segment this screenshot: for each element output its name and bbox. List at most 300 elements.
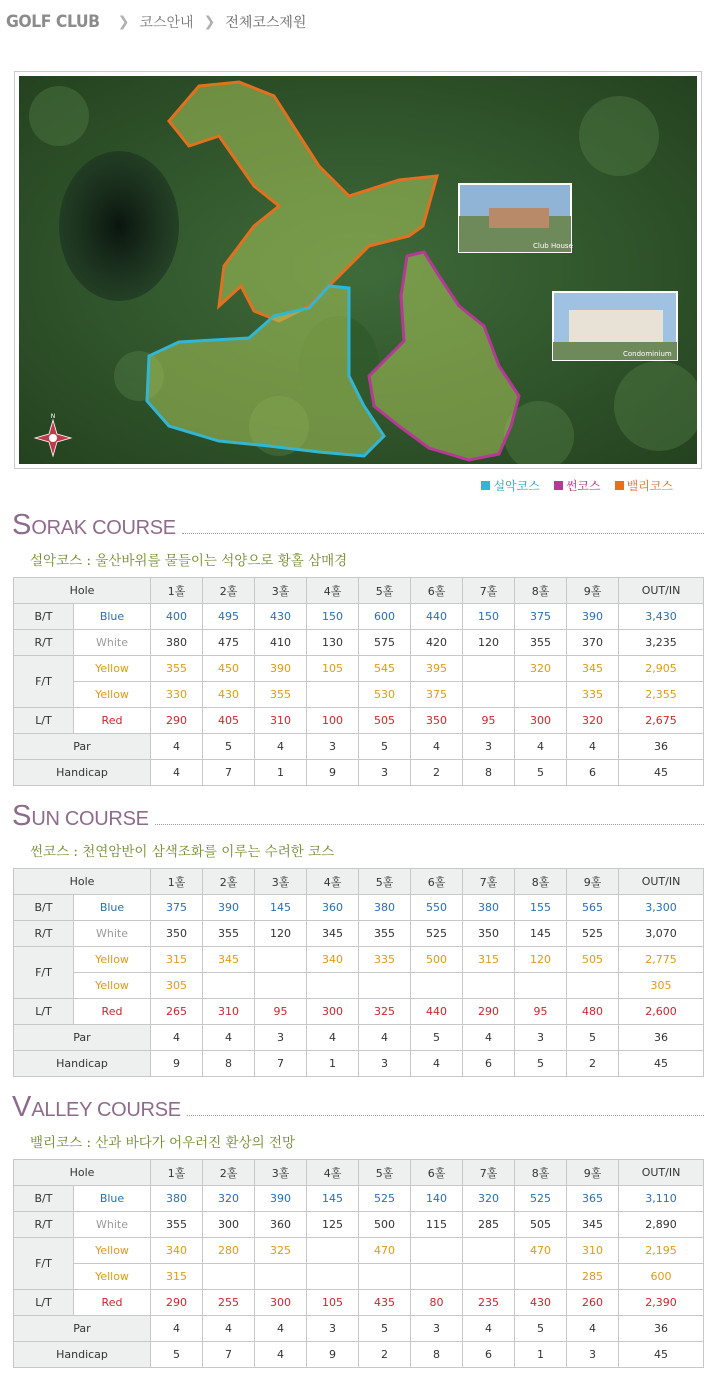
table-row — [14, 1186, 704, 1212]
table-row — [14, 708, 704, 734]
brand-logo[interactable]: GOLF CLUB — [6, 12, 100, 32]
tee-type-cell: R/T — [14, 921, 74, 947]
breadcrumb-current: 전체코스제원 — [225, 15, 307, 31]
table-cell: 500 — [359, 1212, 411, 1238]
table-cell — [411, 1238, 463, 1264]
header-cell: OUT/IN — [619, 578, 704, 604]
table-cell: 355 — [515, 630, 567, 656]
table-cell: 155 — [515, 895, 567, 921]
table-cell: 400 — [151, 604, 203, 630]
table-cell: 1 — [515, 1342, 567, 1368]
table-cell — [359, 1264, 411, 1290]
tee-type-cell: B/T — [14, 895, 74, 921]
header-cell: 7홀 — [463, 869, 515, 895]
course-subtitle: 설악코스 : 울산바위를 물들이는 석양으로 황홀 삼매경 — [30, 553, 348, 569]
table-cell: 430 — [255, 604, 307, 630]
row-label-cell: Handicap — [14, 1051, 151, 1077]
table-cell — [255, 947, 307, 973]
table-cell: 7 — [255, 1051, 307, 1077]
table-cell: 310 — [567, 1238, 619, 1264]
table-cell — [307, 682, 359, 708]
table-cell: 120 — [255, 921, 307, 947]
table-header-row — [14, 869, 704, 895]
course-map-image — [19, 76, 697, 464]
table-cell: 340 — [151, 1238, 203, 1264]
table-cell: 1 — [307, 1051, 359, 1077]
table-cell: 145 — [307, 1186, 359, 1212]
chevron-right-icon: ❯ — [203, 14, 216, 30]
table-cell — [463, 1264, 515, 1290]
table-cell: 6 — [567, 760, 619, 786]
table-cell: 420 — [411, 630, 463, 656]
table-cell: 4 — [567, 1316, 619, 1342]
table-cell: 4 — [463, 1316, 515, 1342]
table-cell: 505 — [567, 947, 619, 973]
tee-type-cell: B/T — [14, 604, 74, 630]
tee-color-cell: Yellow — [74, 682, 151, 708]
table-cell: 310 — [203, 999, 255, 1025]
table-cell: 350 — [463, 921, 515, 947]
table-cell: 410 — [255, 630, 307, 656]
table-cell: 5 — [515, 760, 567, 786]
table-cell: 4 — [203, 1316, 255, 1342]
table-cell: 2,355 — [619, 682, 704, 708]
table-row — [14, 973, 704, 999]
legend-sorak: 설악코스 — [481, 477, 539, 494]
table-cell: 525 — [567, 921, 619, 947]
header-cell: 4홀 — [307, 869, 359, 895]
course-subtitle: 밸리코스 : 산과 바다가 어우러진 환상의 전망 — [30, 1135, 296, 1151]
table-cell — [515, 973, 567, 999]
table-cell: 5 — [151, 1342, 203, 1368]
header-cell: Hole — [14, 1160, 151, 1186]
table-cell: 380 — [463, 895, 515, 921]
table-cell: 325 — [359, 999, 411, 1025]
breadcrumb-course-guide[interactable]: 코스안내 — [139, 15, 194, 31]
table-cell: 4 — [151, 1025, 203, 1051]
table-cell: 36 — [619, 1316, 704, 1342]
table-cell: 345 — [307, 921, 359, 947]
table-cell — [567, 973, 619, 999]
tee-color-cell: Blue — [74, 604, 151, 630]
table-cell: 120 — [463, 630, 515, 656]
table-row — [14, 1025, 704, 1051]
tee-type-cell: R/T — [14, 1212, 74, 1238]
table-cell: 360 — [307, 895, 359, 921]
table-row — [14, 630, 704, 656]
course-title: S ORAK COURSE — [12, 511, 704, 541]
table-cell: 5 — [411, 1025, 463, 1051]
table-cell: 390 — [255, 656, 307, 682]
table-cell: 5 — [515, 1051, 567, 1077]
header-cell: 5홀 — [359, 1160, 411, 1186]
table-cell: 150 — [307, 604, 359, 630]
table-cell — [307, 1238, 359, 1264]
tee-color-cell: Yellow — [74, 1238, 151, 1264]
table-header-row — [14, 1160, 704, 1186]
table-cell — [515, 1264, 567, 1290]
table-cell: 7 — [203, 1342, 255, 1368]
course-legend — [481, 477, 673, 494]
table-cell: 260 — [567, 1290, 619, 1316]
table-cell: 4 — [203, 1025, 255, 1051]
table-cell: 290 — [151, 1290, 203, 1316]
header-cell: 2홀 — [203, 578, 255, 604]
table-cell: 375 — [151, 895, 203, 921]
tee-type-cell: L/T — [14, 1290, 74, 1316]
tee-type-cell: F/T — [14, 1238, 74, 1290]
header-cell: 2홀 — [203, 1160, 255, 1186]
tee-type-cell: F/T — [14, 947, 74, 999]
header-cell: 5홀 — [359, 578, 411, 604]
table-cell: 80 — [411, 1290, 463, 1316]
table-cell: 575 — [359, 630, 411, 656]
table-cell — [463, 973, 515, 999]
tee-color-cell: Blue — [74, 895, 151, 921]
table-cell: 130 — [307, 630, 359, 656]
table-cell: 390 — [567, 604, 619, 630]
header-cell: 7홀 — [463, 1160, 515, 1186]
table-cell: 2 — [411, 760, 463, 786]
table-cell: 470 — [359, 1238, 411, 1264]
table-cell: 2,675 — [619, 708, 704, 734]
table-cell: 345 — [567, 1212, 619, 1238]
table-row — [14, 1051, 704, 1077]
table-cell: 320 — [463, 1186, 515, 1212]
table-cell: 9 — [151, 1051, 203, 1077]
header-cell: 1홀 — [151, 1160, 203, 1186]
table-cell: 305 — [151, 973, 203, 999]
table-cell: 300 — [515, 708, 567, 734]
table-header-row — [14, 578, 704, 604]
table-cell: 8 — [463, 760, 515, 786]
table-cell: 315 — [463, 947, 515, 973]
tee-color-cell: White — [74, 630, 151, 656]
table-row — [14, 895, 704, 921]
table-cell: 2,775 — [619, 947, 704, 973]
table-cell: 395 — [411, 656, 463, 682]
table-cell: 300 — [255, 1290, 307, 1316]
table-cell: 345 — [203, 947, 255, 973]
header-cell: OUT/IN — [619, 869, 704, 895]
table-cell: 3 — [255, 1025, 307, 1051]
table-cell: 365 — [567, 1186, 619, 1212]
table-cell: 525 — [411, 921, 463, 947]
table-cell: 8 — [411, 1342, 463, 1368]
table-cell: 450 — [203, 656, 255, 682]
table-cell — [463, 682, 515, 708]
table-cell: 36 — [619, 734, 704, 760]
table-cell: 1 — [255, 760, 307, 786]
table-cell: 350 — [411, 708, 463, 734]
table-cell: 475 — [203, 630, 255, 656]
table-cell: 4 — [255, 1342, 307, 1368]
row-label-cell: Handicap — [14, 1342, 151, 1368]
tee-color-cell: White — [74, 1212, 151, 1238]
table-cell: 350 — [151, 921, 203, 947]
table-cell: 340 — [307, 947, 359, 973]
table-cell: 95 — [463, 708, 515, 734]
table-cell: 45 — [619, 1051, 704, 1077]
header-cell: 6홀 — [411, 1160, 463, 1186]
tee-type-cell: F/T — [14, 656, 74, 708]
table-row — [14, 1264, 704, 1290]
table-cell: 480 — [567, 999, 619, 1025]
table-cell: 150 — [463, 604, 515, 630]
sun-course-section — [12, 802, 704, 862]
table-cell: 405 — [203, 708, 255, 734]
condominium-photo — [553, 292, 677, 360]
table-row — [14, 656, 704, 682]
table-cell — [307, 973, 359, 999]
table-cell: 4 — [515, 734, 567, 760]
course-title: V ALLEY COURSE — [12, 1093, 704, 1123]
table-cell: 285 — [463, 1212, 515, 1238]
row-label-cell: Par — [14, 734, 151, 760]
table-cell: 3 — [515, 1025, 567, 1051]
header-cell: 3홀 — [255, 869, 307, 895]
table-cell: 4 — [151, 760, 203, 786]
table-cell: 6 — [463, 1342, 515, 1368]
table-cell: 4 — [307, 1025, 359, 1051]
table-cell: 3,235 — [619, 630, 704, 656]
table-cell: 370 — [567, 630, 619, 656]
table-cell: 4 — [255, 734, 307, 760]
table-cell: 105 — [307, 1290, 359, 1316]
table-cell: 105 — [307, 656, 359, 682]
row-label-cell: Par — [14, 1316, 151, 1342]
table-cell: 4 — [359, 1025, 411, 1051]
table-cell: 4 — [255, 1316, 307, 1342]
svg-text:N: N — [50, 413, 56, 420]
valley-course-section — [12, 1093, 704, 1153]
table-cell: 3 — [307, 734, 359, 760]
clubhouse-photo — [459, 184, 573, 252]
table-row — [14, 921, 704, 947]
table-cell: 120 — [515, 947, 567, 973]
table-cell: 4 — [411, 1051, 463, 1077]
table-cell: 335 — [567, 682, 619, 708]
header-cell: 4홀 — [307, 1160, 359, 1186]
table-cell: 320 — [567, 708, 619, 734]
table-cell: 45 — [619, 760, 704, 786]
table-cell: 290 — [151, 708, 203, 734]
table-cell: 315 — [151, 1264, 203, 1290]
clubhouse-label: Club House — [533, 242, 573, 250]
table-cell: 7 — [203, 760, 255, 786]
header-cell: 7홀 — [463, 578, 515, 604]
table-cell: 360 — [255, 1212, 307, 1238]
table-cell: 235 — [463, 1290, 515, 1316]
table-cell — [307, 1264, 359, 1290]
sun-score-table — [13, 868, 704, 1077]
table-cell: 335 — [359, 947, 411, 973]
table-cell: 100 — [307, 708, 359, 734]
table-cell: 2 — [359, 1342, 411, 1368]
table-cell: 550 — [411, 895, 463, 921]
table-cell: 3 — [463, 734, 515, 760]
table-cell: 145 — [255, 895, 307, 921]
table-row — [14, 1316, 704, 1342]
table-cell — [463, 656, 515, 682]
table-cell: 125 — [307, 1212, 359, 1238]
table-cell — [255, 973, 307, 999]
table-cell: 45 — [619, 1342, 704, 1368]
table-row — [14, 604, 704, 630]
table-cell: 9 — [307, 760, 359, 786]
table-row — [14, 1212, 704, 1238]
tee-color-cell: Yellow — [74, 973, 151, 999]
table-cell: 36 — [619, 1025, 704, 1051]
table-cell: 4 — [151, 1316, 203, 1342]
table-cell: 530 — [359, 682, 411, 708]
table-cell: 430 — [515, 1290, 567, 1316]
table-cell: 9 — [307, 1342, 359, 1368]
table-cell — [203, 1264, 255, 1290]
legend-sun: 썬코스 — [554, 477, 601, 494]
course-subtitle: 썬코스 : 천연암반이 삼색조화를 이루는 수려한 코스 — [30, 844, 335, 860]
table-cell: 375 — [515, 604, 567, 630]
table-row — [14, 760, 704, 786]
tee-type-cell: R/T — [14, 630, 74, 656]
row-label-cell: Handicap — [14, 760, 151, 786]
tee-color-cell: Yellow — [74, 656, 151, 682]
tee-color-cell: Yellow — [74, 1264, 151, 1290]
table-row — [14, 1238, 704, 1264]
table-cell: 3 — [411, 1316, 463, 1342]
table-cell — [359, 973, 411, 999]
course-title: S UN COURSE — [12, 802, 704, 832]
table-cell: 3 — [567, 1342, 619, 1368]
header-cell: 1홀 — [151, 578, 203, 604]
table-cell: 2,890 — [619, 1212, 704, 1238]
table-cell: 5 — [359, 1316, 411, 1342]
table-cell — [411, 973, 463, 999]
table-cell: 3,070 — [619, 921, 704, 947]
table-cell: 310 — [255, 708, 307, 734]
table-cell: 440 — [411, 999, 463, 1025]
table-row — [14, 682, 704, 708]
table-cell: 2,195 — [619, 1238, 704, 1264]
table-cell: 3 — [307, 1316, 359, 1342]
header-cell: 8홀 — [515, 869, 567, 895]
tee-color-cell: Blue — [74, 1186, 151, 1212]
table-cell: 430 — [203, 682, 255, 708]
table-cell — [463, 1238, 515, 1264]
table-cell: 505 — [359, 708, 411, 734]
header-cell: 2홀 — [203, 869, 255, 895]
table-cell: 505 — [515, 1212, 567, 1238]
tee-color-cell: White — [74, 921, 151, 947]
sorak-score-table — [13, 577, 704, 786]
table-row — [14, 734, 704, 760]
table-cell: 320 — [515, 656, 567, 682]
table-cell: 6 — [463, 1051, 515, 1077]
table-cell: 390 — [203, 895, 255, 921]
table-cell: 4 — [411, 734, 463, 760]
table-cell: 4 — [151, 734, 203, 760]
table-cell: 355 — [203, 921, 255, 947]
table-cell: 5 — [203, 734, 255, 760]
header-cell: 6홀 — [411, 578, 463, 604]
table-cell: 290 — [463, 999, 515, 1025]
header-cell: 5홀 — [359, 869, 411, 895]
tee-type-cell: B/T — [14, 1186, 74, 1212]
table-row — [14, 999, 704, 1025]
table-cell: 600 — [619, 1264, 704, 1290]
table-cell: 330 — [151, 682, 203, 708]
table-cell: 4 — [463, 1025, 515, 1051]
table-cell: 440 — [411, 604, 463, 630]
table-cell: 435 — [359, 1290, 411, 1316]
table-row — [14, 947, 704, 973]
table-cell: 8 — [203, 1051, 255, 1077]
tee-color-cell: Red — [74, 999, 151, 1025]
table-cell: 3,430 — [619, 604, 704, 630]
table-cell: 95 — [255, 999, 307, 1025]
header-cell: OUT/IN — [619, 1160, 704, 1186]
table-cell: 2,390 — [619, 1290, 704, 1316]
header-cell: Hole — [14, 869, 151, 895]
header-cell: Hole — [14, 578, 151, 604]
tee-color-cell: Red — [74, 1290, 151, 1316]
course-map — [14, 71, 702, 469]
table-cell: 3 — [359, 760, 411, 786]
sorak-course-section — [12, 511, 704, 571]
table-cell: 5 — [567, 1025, 619, 1051]
table-cell — [255, 1264, 307, 1290]
table-cell: 3,110 — [619, 1186, 704, 1212]
table-cell: 300 — [307, 999, 359, 1025]
table-cell: 355 — [151, 1212, 203, 1238]
table-cell: 140 — [411, 1186, 463, 1212]
table-cell: 305 — [619, 973, 704, 999]
table-row — [14, 1290, 704, 1316]
header-cell: 9홀 — [567, 578, 619, 604]
table-cell: 255 — [203, 1290, 255, 1316]
header-cell: 3홀 — [255, 1160, 307, 1186]
table-cell: 380 — [151, 1186, 203, 1212]
header-cell: 9홀 — [567, 869, 619, 895]
table-cell: 315 — [151, 947, 203, 973]
breadcrumb — [6, 8, 306, 36]
table-cell: 380 — [359, 895, 411, 921]
condominium-label: Condominium — [623, 350, 672, 358]
header-cell: 1홀 — [151, 869, 203, 895]
table-cell: 525 — [359, 1186, 411, 1212]
table-cell: 470 — [515, 1238, 567, 1264]
table-cell: 545 — [359, 656, 411, 682]
table-cell — [203, 973, 255, 999]
table-cell: 4 — [567, 734, 619, 760]
table-cell: 115 — [411, 1212, 463, 1238]
table-cell: 355 — [255, 682, 307, 708]
table-cell: 2,905 — [619, 656, 704, 682]
row-label-cell: Par — [14, 1025, 151, 1051]
table-cell: 3 — [359, 1051, 411, 1077]
tee-type-cell: L/T — [14, 708, 74, 734]
table-cell: 355 — [151, 656, 203, 682]
table-cell: 325 — [255, 1238, 307, 1264]
header-cell: 6홀 — [411, 869, 463, 895]
table-cell: 390 — [255, 1186, 307, 1212]
valley-score-table — [13, 1159, 704, 1368]
table-cell: 345 — [567, 656, 619, 682]
header-cell: 3홀 — [255, 578, 307, 604]
table-row — [14, 1342, 704, 1368]
header-cell: 8홀 — [515, 1160, 567, 1186]
table-cell: 320 — [203, 1186, 255, 1212]
